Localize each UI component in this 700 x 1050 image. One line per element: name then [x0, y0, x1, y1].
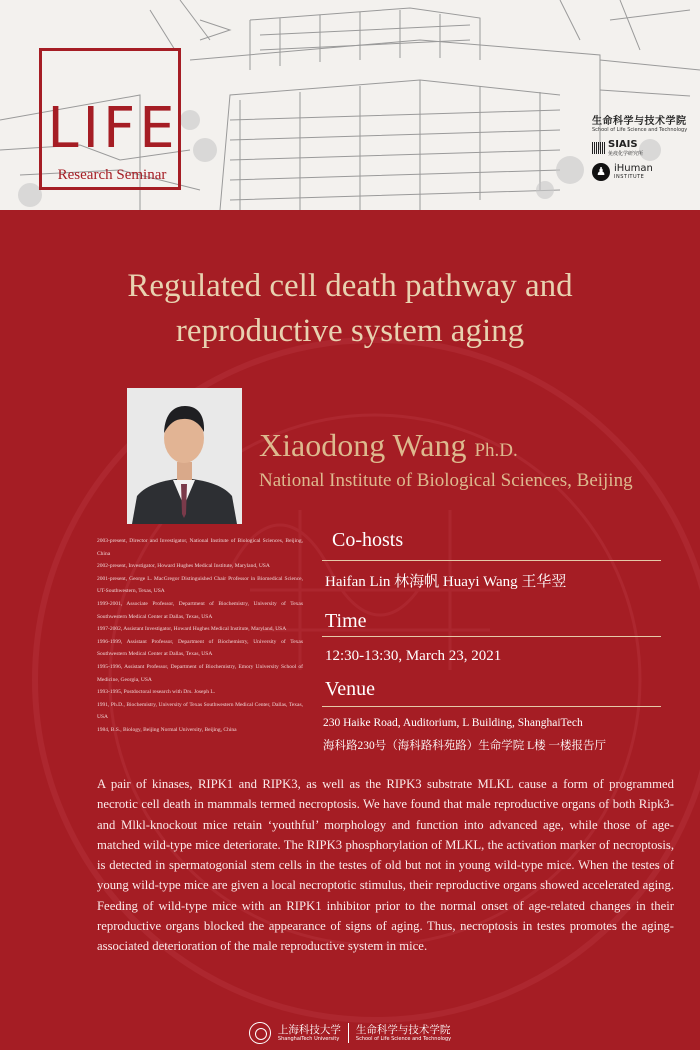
footer-school-en: School of Life Science and Technology: [355, 1035, 452, 1042]
talk-title-line-1: Regulated cell death pathway and: [127, 268, 573, 304]
life-logo-word: LIFE: [47, 96, 179, 161]
cohosts-divider: [322, 560, 661, 561]
footer-school-cn: 生命科学与技术学院: [355, 1023, 451, 1036]
talk-title-line-2: reproductive system aging: [175, 313, 525, 349]
cohosts-value: Haifan Lin 林海帆 Huayi Wang 王华翌: [325, 574, 567, 590]
cv-item: 1993-1995, Postdoctoral research with Drs. Joseph L.: [97, 689, 216, 696]
partner-logos: [592, 112, 698, 181]
talk-title: [40, 264, 660, 354]
siais-logo-cn: 免疫化学研究所: [608, 151, 644, 157]
footer-logo: [0, 1016, 700, 1050]
speaker-degree: Ph.D.: [474, 440, 518, 461]
venue-divider: [322, 706, 661, 707]
venue-address-en: 230 Haike Road, Auditorium, L Building, ShanghaiTech: [323, 717, 583, 729]
footer-divider: [348, 1023, 349, 1043]
cv-item: 1991, Ph.D., Biochemistry, University of Texas Southwestern Medical Center, Dallas, Texas, USA: [97, 701, 303, 721]
speaker-institution: National Institute of Biological Sciences, Beijing: [259, 470, 633, 491]
sls-logo-cn: 生命科学与技术学院: [592, 116, 687, 127]
speaker-name: [259, 427, 518, 469]
cohosts-heading: Co-hosts: [332, 529, 404, 551]
speaker-cv: [97, 535, 303, 737]
header-banner: [0, 0, 700, 210]
footer-univ-cn: 上海科技大学: [277, 1023, 341, 1036]
cv-item: 2003-present, Director and Investigator, National Institute of Biological Sciences, Beijing, China: [97, 538, 303, 557]
venue-address-cn: 海科路230号（海科路科苑路）生命学院 L楼 一楼报告厅: [323, 740, 607, 752]
siais-mark-icon: [592, 142, 605, 154]
cv-item: 2002-present, Investigator, Howard Hughes Medical Institute, Maryland, USA: [97, 563, 270, 570]
cv-item: 1999-2001, Associate Professor, Department of Biochemistry, University of Texas Southwestern Medical Center at Dallas, Texas, USA: [97, 600, 303, 620]
speaker-name-text: Xiaodong Wang: [259, 427, 467, 463]
time-divider: [322, 636, 661, 637]
time-heading: Time: [325, 610, 367, 632]
ihuman-figure-icon: ♟: [592, 163, 610, 181]
ihuman-logo: [592, 163, 698, 181]
cv-item: 1996-1999, Assistant Professor, Department of Biochemistry, University of Texas Southwestern Medical Center at Dallas, Texas, USA: [97, 638, 303, 658]
siais-logo-name: SIAIS: [608, 139, 638, 150]
venue-heading: Venue: [325, 678, 375, 700]
cv-item: 1995-1996, Assistant Professor, Department of Biochemistry, Emory University School of Medicine, Georgia, USA: [97, 663, 303, 683]
ihuman-logo-name: iHuman: [614, 163, 653, 174]
footer-univ: [278, 1025, 341, 1042]
footer-school: [356, 1025, 451, 1042]
sls-logo-en: School of Life Science and Technology: [592, 127, 688, 133]
siais-logo: [592, 139, 698, 157]
time-value: 12:30-13:30, March 23, 2021: [325, 648, 502, 664]
ihuman-logo-sub: INSTITUTE: [614, 174, 645, 180]
cv-item: 1997-2002, Assistant Investigator, Howard Hughes Medical Institute, Maryland, USA: [97, 626, 287, 633]
cv-item: 2001-present, George L. MacGregor Distinguished Chair Professor in Biomedical Science, UT-Southwestern, Texas, USA: [97, 575, 303, 595]
speaker-photo: [127, 388, 242, 524]
life-logo: [39, 48, 181, 190]
life-logo-subtitle: Research Seminar: [57, 167, 167, 183]
cv-item: 1984, B.S., Biology, Beijing Normal University, Beijing, China: [97, 726, 237, 733]
shanghaitech-seal-icon: [249, 1022, 271, 1044]
footer-univ-en: ShanghaiTech University: [277, 1035, 340, 1042]
abstract: A pair of kinases, RIPK1 and RIPK3, as well as the RIPK3 substrate MLKL cause a form of programmed necrotic cell death in mammals termed necroptosis. We have found that male reproductive organs of both Ripk3- and Mlkl-knockout mice retain ‘youthful’ morphology and function into advanced age, while those of age-matched wild-type mice deteriorate. The RIPK3 phosphorylation of MLKL, the activation marker of necroptosis, is detected in spermatogonial stem cells in the testes of old but not in young wild-type mice. When the testes of young wild-type mice are given a local necroptotic stimulus, their reproductive organs showed accelerated aging. Feeding of wild-type mice with an RIPK1 inhibitor prior to the normal onset of age-related changes in their reproductive organs blocked the appearance of signs of aging. Thus, necroptosis in testes promotes the aging-associated deterioration of the male reproductive system in mice.: [97, 777, 674, 954]
